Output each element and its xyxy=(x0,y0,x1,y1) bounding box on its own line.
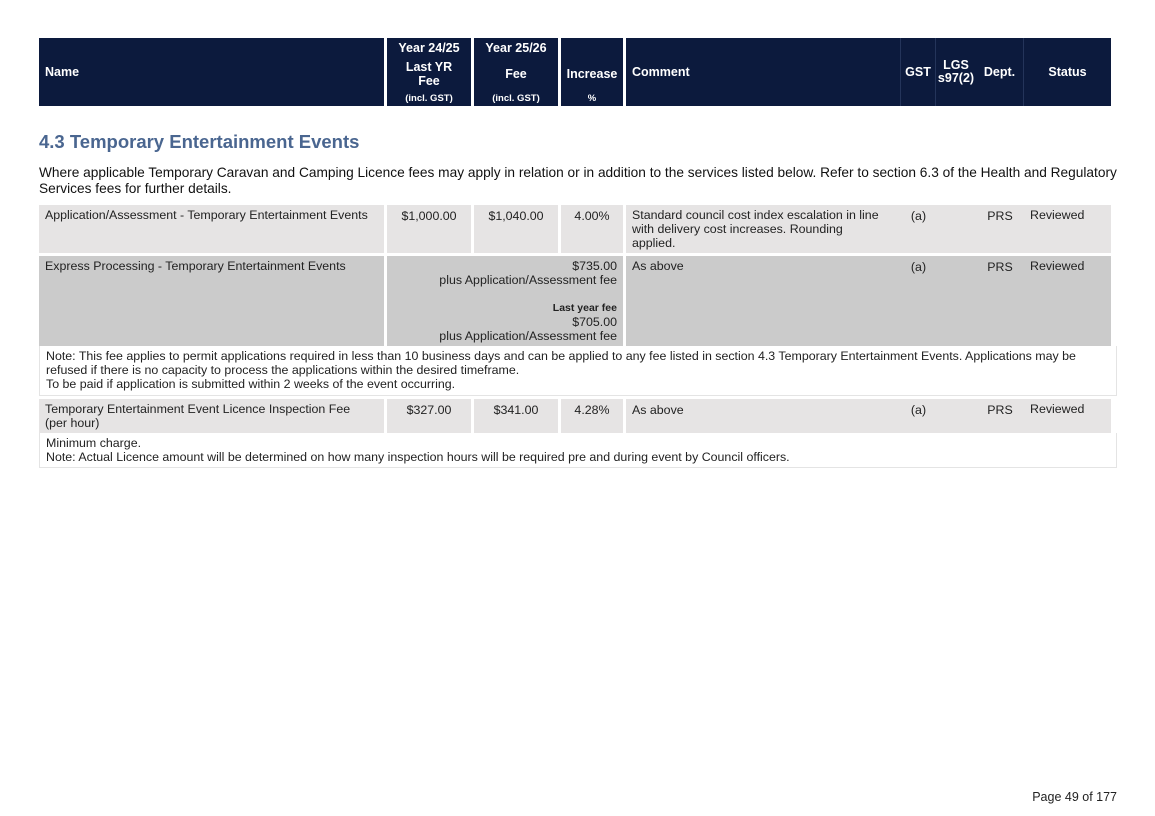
header-gst: GST xyxy=(901,38,936,106)
note-line: Note: Actual Licence amount will be determined on how many inspection hours will be required pre and during event by Council officers. xyxy=(46,449,790,464)
row-fee-block xyxy=(387,256,623,346)
table-header xyxy=(39,38,1117,106)
row-name: Express Processing - Temporary Entertainment Events xyxy=(39,256,384,346)
row-last-year-fee: $327.00 xyxy=(387,399,471,433)
header-status: Status xyxy=(1024,38,1111,106)
row-gst: (a) xyxy=(901,256,936,346)
row-increase: 4.00% xyxy=(561,205,623,253)
row-comment: As above xyxy=(626,256,901,346)
row-gst: (a) xyxy=(901,399,936,433)
row-comment: As above xyxy=(626,399,901,433)
header-comment: Comment xyxy=(626,38,901,106)
row-dept: PRS xyxy=(976,399,1024,433)
header-name: Name xyxy=(39,38,384,106)
header-last-year-fee xyxy=(387,38,471,106)
row-dept: PRS xyxy=(976,205,1024,253)
table-row xyxy=(39,256,1117,346)
row-status: Reviewed xyxy=(1024,205,1111,253)
row-lgs xyxy=(936,399,976,433)
row-last-year-label: Last year fee xyxy=(552,302,617,314)
page-number: Page 49 of 177 xyxy=(1032,790,1117,804)
header-increase-label: Increase xyxy=(566,67,618,81)
row-lgs xyxy=(936,205,976,253)
header-last-yr-fee-label: Last YR Fee xyxy=(405,60,453,88)
section-intro: Where applicable Temporary Caravan and Camping Licence fees may apply in relation or in addition to the services listed below. Refer to section 6.3 of the Health and Regulatory Services fees for further details. xyxy=(39,165,1117,196)
row-gst: (a) xyxy=(901,205,936,253)
row-current-fee: $1,040.00 xyxy=(474,205,558,253)
row-name: Temporary Entertainment Event Licence Inspection Fee (per hour) xyxy=(39,399,384,433)
row-lgs xyxy=(936,256,976,346)
header-dept: Dept. xyxy=(976,38,1024,106)
fee-schedule-page xyxy=(39,38,1117,468)
row-name: Application/Assessment - Temporary Entertainment Events xyxy=(39,205,384,253)
row-dept: PRS xyxy=(976,256,1024,346)
header-fee-gst-note: (incl. GST) xyxy=(492,93,540,104)
fee-table xyxy=(39,205,1117,468)
header-last-year-label: Year 24/25 xyxy=(398,41,460,55)
section-title: 4.3 Temporary Entertainment Events xyxy=(39,131,360,152)
header-current-year-label: Year 25/26 xyxy=(485,41,547,55)
header-fee-label: Fee xyxy=(505,67,527,81)
row-status: Reviewed xyxy=(1024,256,1111,346)
table-row xyxy=(39,399,1117,433)
row-increase: 4.28% xyxy=(561,399,623,433)
header-last-yr-gst-note: (incl. GST) xyxy=(405,93,453,104)
row-fee-plus: plus Application/Assessment fee xyxy=(439,273,617,287)
row-status: Reviewed xyxy=(1024,399,1111,433)
header-lgs: LGS s97(2) xyxy=(936,38,977,106)
row-last-year-fee: $1,000.00 xyxy=(387,205,471,253)
header-current-year-fee xyxy=(474,38,558,106)
note-line: Note: This fee applies to permit applications required in less than 10 business days and can be applied to any fee listed in section 4.3 Temporary Entertainment Events. Applications may be refused if there is no capacity to process the applications within the desired timeframe. xyxy=(46,349,1076,378)
row-current-fee: $341.00 xyxy=(474,399,558,433)
header-increase-unit: % xyxy=(587,93,597,104)
note-line: Minimum charge. xyxy=(46,435,142,450)
row-fee-amount: $735.00 xyxy=(572,259,617,273)
row-note xyxy=(39,433,1117,468)
header-increase xyxy=(561,38,623,106)
row-last-year-plus: plus Application/Assessment fee xyxy=(439,329,617,343)
note-line: To be paid if application is submitted within 2 weeks of the event occurring. xyxy=(46,377,456,392)
row-last-year-amount: $705.00 xyxy=(572,315,617,329)
table-row xyxy=(39,205,1117,253)
row-comment: Standard council cost index escalation in line with delivery cost increases. Rounding applied. xyxy=(626,205,901,253)
row-note xyxy=(39,346,1117,396)
